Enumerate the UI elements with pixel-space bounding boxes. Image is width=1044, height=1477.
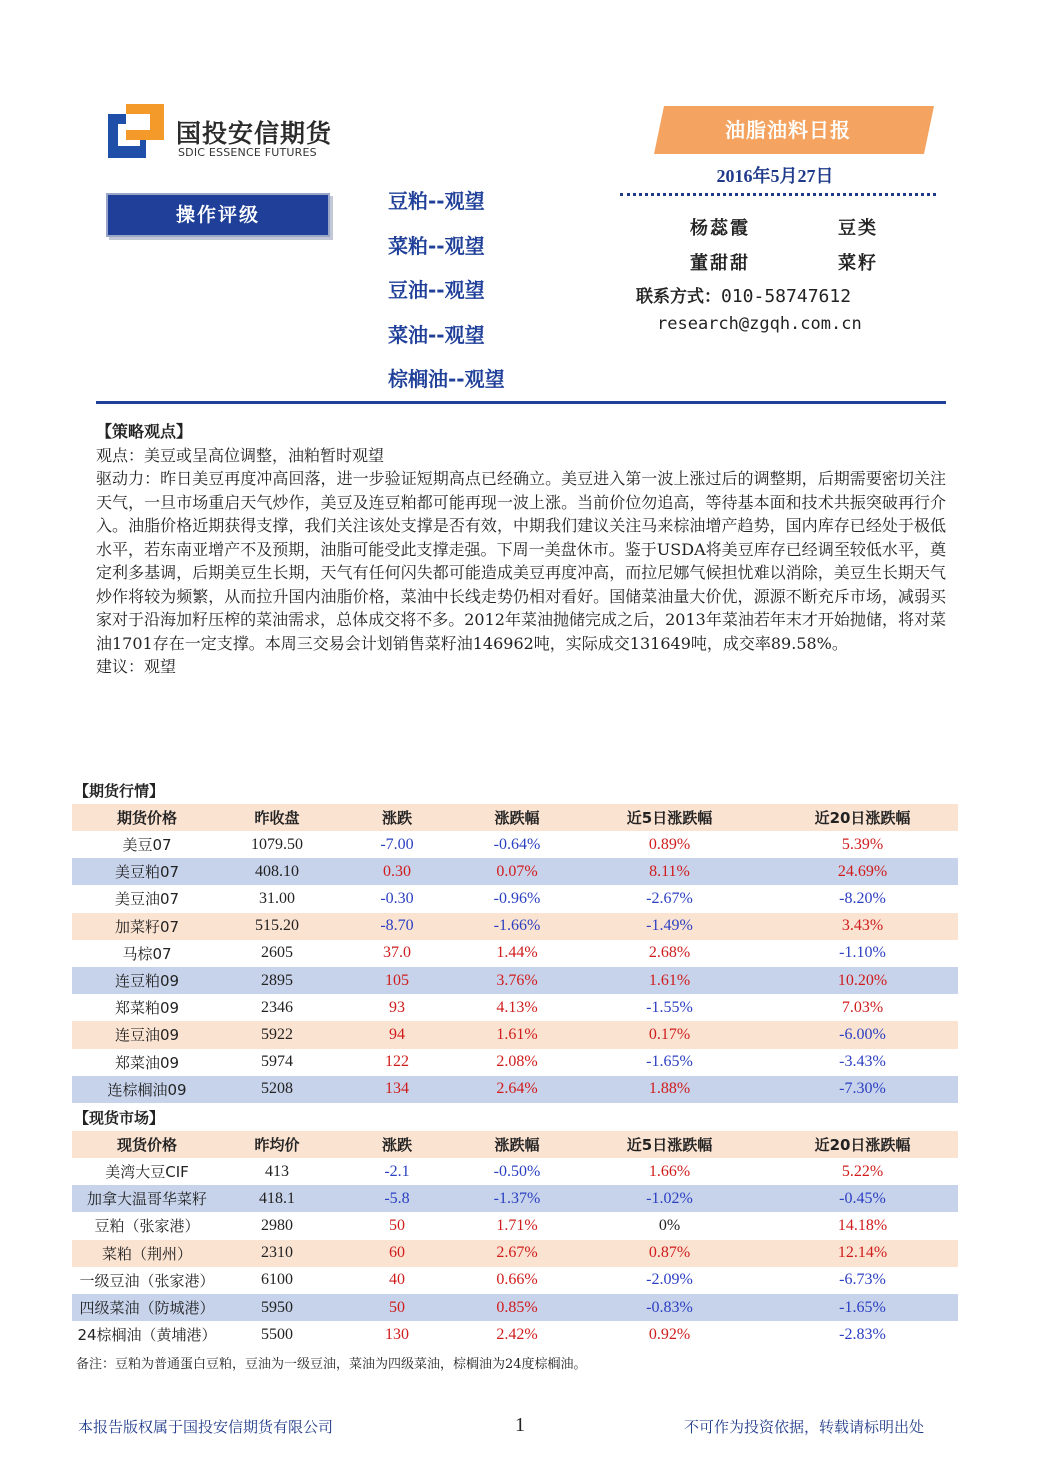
value-cell: 1.66% xyxy=(648,1162,691,1180)
strategy-view: 观点：美豆或呈高位调整，油粕暂时观望 xyxy=(96,445,385,465)
value-cell: 14.18% xyxy=(837,1216,888,1234)
row-name-cell: 一级豆油（张家港） xyxy=(79,1271,215,1290)
spot-title: 【现货市场】 xyxy=(74,1109,165,1127)
table-note: 备注：豆粕为普通蛋白豆粕，豆油为一级豆油，菜油为四级菜油，棕榈油为24度棕榈油。 xyxy=(76,1357,587,1372)
value-cell: 2.67% xyxy=(462,1240,572,1267)
table-row xyxy=(72,1240,958,1267)
value-cell: -1.49% xyxy=(572,913,767,940)
value-cell: 0.30 xyxy=(332,858,462,885)
column-header: 期货价格 xyxy=(72,804,222,831)
value-cell: 5.22% xyxy=(841,1162,884,1180)
company-logo xyxy=(108,104,348,164)
value-cell: 5.39% xyxy=(841,835,884,853)
row-name-cell: 美豆油07 xyxy=(114,890,180,909)
value-cell: -0.50% xyxy=(493,1162,541,1180)
value-cell: -0.96% xyxy=(493,889,541,907)
column-header: 现货价格 xyxy=(72,1131,222,1158)
value-cell: -0.64% xyxy=(493,835,541,853)
rating-item: 菜油--观望 xyxy=(388,322,485,347)
page-number: 1 xyxy=(515,1414,525,1436)
table-row xyxy=(72,994,958,1021)
value-cell: -6.00% xyxy=(767,1021,958,1048)
value-cell: 12.14% xyxy=(767,1240,958,1267)
column-header: 涨跌 xyxy=(332,1131,462,1158)
report-date: 2016年5月27日 xyxy=(716,166,834,186)
value-cell: -0.83% xyxy=(572,1294,767,1321)
contact-line xyxy=(636,282,851,307)
rating-item: 棕榈油--观望 xyxy=(388,367,505,391)
value-cell: 2.08% xyxy=(496,1053,538,1071)
strategy-driver: 驱动力：昨日美豆再度冲高回落，进一步验证短期高点已经确立。美豆进入第一波上涨过后的调整期，后期需要密切关注天气，一旦市场重启天气炒作，美豆及连豆粕都可能再现一波上涨。当前价位勿追高，等待基本面和技术共振突破再行介入。油脂价格近期获得支撑，我们关注该处支撑是否有效，中期我们建议关注马来棕油增产趋势，国内库存已经处于极低水平，若东南亚增产不及预期，油脂可能受此支撑走强。下周一美盘休市。鉴于USDA将美豆库存已经调至较低水平，奠定利多基调，后期美豆生长期，天气有任何闪失都可能造成美豆再度冲高，而拉尼娜气候担忧难以消除，美豆生长期天气炒作将较为频繁，从而拉升国内油脂价格，菜油中长线走势仍相对看好。国储菜油量大价优，源源不断充斥市场，减弱买家对于沿海加籽压榨的菜油需求，总体成交将不多。2012年菜油抛储完成之后，2013年菜油若年末才开始抛储，将对菜油1701存在一定支撑。本周三交易会计划销售菜籽油146962吨，实际成交131649吨，成交率89.58%。 xyxy=(96,469,946,653)
spot-table xyxy=(72,1131,958,1348)
value-cell: 515.20 xyxy=(222,913,332,940)
table-row xyxy=(72,831,958,858)
strategy-section xyxy=(96,420,946,679)
row-name-cell: 加菜籽07 xyxy=(72,913,222,940)
column-header: 涨跌 xyxy=(332,804,462,831)
row-name-cell: 豆粕（张家港） xyxy=(94,1217,200,1236)
table-row xyxy=(72,1076,958,1103)
value-cell: -2.83% xyxy=(839,1325,886,1343)
value-cell: 37.0 xyxy=(383,944,411,962)
header-rule xyxy=(96,401,946,404)
value-cell: -1.65% xyxy=(767,1294,958,1321)
value-cell: -1.66% xyxy=(462,913,572,940)
value-cell: 418.1 xyxy=(222,1185,332,1212)
rating-list xyxy=(388,185,505,408)
value-cell: 5974 xyxy=(261,1053,293,1071)
table-row xyxy=(72,1294,958,1321)
value-cell: 50 xyxy=(389,1216,405,1234)
value-cell: 1.71% xyxy=(496,1216,538,1234)
value-cell: 7.03% xyxy=(841,998,884,1016)
row-name-cell: 郑菜油09 xyxy=(114,1053,180,1072)
column-header: 涨跌幅 xyxy=(462,804,572,831)
value-cell: -5.8 xyxy=(332,1185,462,1212)
column-header: 近20日涨跌幅 xyxy=(767,1131,958,1158)
value-cell: 0.92% xyxy=(648,1325,691,1343)
report-title: 油脂油料日报 xyxy=(725,118,851,142)
author-name: 杨蕊霞 xyxy=(690,218,750,239)
value-cell: 1.88% xyxy=(572,1076,767,1103)
value-cell: 93 xyxy=(389,998,405,1016)
value-cell: 3.76% xyxy=(462,967,572,994)
value-cell: 130 xyxy=(385,1325,409,1343)
row-name-cell: 菜粕（荆州） xyxy=(72,1240,222,1267)
column-header: 昨收盘 xyxy=(222,804,332,831)
column-header: 近5日涨跌幅 xyxy=(572,804,767,831)
row-name-cell: 四级菜油（防城港） xyxy=(72,1294,222,1321)
contact-label: 联系方式： xyxy=(636,287,721,307)
logo-english-name: SDIC ESSENCE FUTURES xyxy=(178,146,317,159)
row-name-cell: 美豆粕07 xyxy=(72,858,222,885)
spot-header-row xyxy=(72,1131,958,1158)
table-row xyxy=(72,858,958,885)
value-cell: 3.43% xyxy=(767,913,958,940)
table-row xyxy=(72,1158,958,1185)
table-row xyxy=(72,1049,958,1076)
footer-disclaimer: 不可作为投资依据，转载请标明出处 xyxy=(684,1418,925,1436)
rating-item: 菜粕--观望 xyxy=(388,233,485,258)
value-cell: 0.17% xyxy=(572,1021,767,1048)
value-cell: 60 xyxy=(332,1240,462,1267)
value-cell: 413 xyxy=(265,1162,289,1180)
value-cell: 408.10 xyxy=(222,858,332,885)
value-cell: -8.70 xyxy=(332,913,462,940)
value-cell: -3.43% xyxy=(839,1053,886,1071)
value-cell: -2.09% xyxy=(646,1271,693,1289)
value-cell: 5922 xyxy=(222,1021,332,1048)
value-cell: 94 xyxy=(332,1021,462,1048)
value-cell: 4.13% xyxy=(496,998,538,1016)
row-name-cell: 24棕榈油（黄埔港） xyxy=(77,1326,217,1345)
value-cell: 2895 xyxy=(222,967,332,994)
table-row xyxy=(72,1212,958,1239)
value-cell: 105 xyxy=(332,967,462,994)
value-cell: 2346 xyxy=(261,998,293,1016)
logo-chinese-name: 国投安信期货 xyxy=(176,119,333,148)
value-cell: -2.67% xyxy=(646,889,693,907)
row-name-cell: 郑菜粕09 xyxy=(114,999,180,1018)
row-name-cell: 美湾大豆CIF xyxy=(105,1163,189,1182)
row-name-cell: 连豆粕09 xyxy=(72,967,222,994)
strategy-advice: 建议：观望 xyxy=(96,657,177,676)
value-cell: 2980 xyxy=(261,1216,293,1234)
value-cell: 2605 xyxy=(261,944,293,962)
rating-item: 豆油--观望 xyxy=(388,278,485,302)
contact-phone: 010-58747612 xyxy=(721,286,852,307)
contact-email[interactable]: research@zgqh.com.cn xyxy=(657,314,862,334)
footer-copyright: 本报告版权属于国投安信期货有限公司 xyxy=(78,1418,334,1436)
value-cell: 5500 xyxy=(261,1325,293,1343)
value-cell: 5208 xyxy=(222,1076,332,1103)
value-cell: 31.00 xyxy=(259,889,295,907)
value-cell: 40 xyxy=(389,1271,405,1289)
value-cell: 0.85% xyxy=(462,1294,572,1321)
author-field: 豆类 xyxy=(838,218,878,239)
value-cell: -6.73% xyxy=(839,1271,886,1289)
value-cell: 8.11% xyxy=(572,858,767,885)
column-header: 近5日涨跌幅 xyxy=(572,1131,767,1158)
value-cell: 134 xyxy=(332,1076,462,1103)
value-cell: 6100 xyxy=(261,1271,293,1289)
rating-label-box: 操作评级 xyxy=(106,193,330,237)
value-cell: 50 xyxy=(332,1294,462,1321)
value-cell: 122 xyxy=(385,1053,409,1071)
value-cell: -1.10% xyxy=(839,944,886,962)
value-cell: -1.02% xyxy=(572,1185,767,1212)
value-cell: 1.61% xyxy=(462,1021,572,1048)
value-cell: 5950 xyxy=(222,1294,332,1321)
futures-title: 【期货行情】 xyxy=(74,782,165,800)
table-row xyxy=(72,967,958,994)
value-cell: 1.61% xyxy=(572,967,767,994)
value-cell: 2.64% xyxy=(462,1076,572,1103)
column-header: 昨均价 xyxy=(222,1131,332,1158)
rating-item: 豆粕--观望 xyxy=(388,189,485,213)
row-name-cell: 美豆07 xyxy=(122,836,172,855)
value-cell: -2.1 xyxy=(384,1162,410,1180)
table-row xyxy=(72,1021,958,1048)
value-cell: 2310 xyxy=(222,1240,332,1267)
value-cell: -7.30% xyxy=(767,1076,958,1103)
column-header: 近20日涨跌幅 xyxy=(767,804,958,831)
value-cell: 2.68% xyxy=(648,944,691,962)
table-row xyxy=(72,913,958,940)
table-row xyxy=(72,1185,958,1212)
value-cell: 24.69% xyxy=(767,858,958,885)
value-cell: 0.07% xyxy=(462,858,572,885)
table-row xyxy=(72,940,958,967)
row-name-cell: 加拿大温哥华菜籽 xyxy=(72,1185,222,1212)
value-cell: 10.20% xyxy=(767,967,958,994)
value-cell: 2.42% xyxy=(496,1325,538,1343)
value-cell: -1.65% xyxy=(646,1053,693,1071)
value-cell: 0.66% xyxy=(496,1271,538,1289)
strategy-heading: 【策略观点】 xyxy=(96,422,193,441)
futures-header-row xyxy=(72,804,958,831)
value-cell: -1.37% xyxy=(462,1185,572,1212)
value-cell: -0.45% xyxy=(767,1185,958,1212)
row-name-cell: 连棕榈油09 xyxy=(72,1076,222,1103)
table-row xyxy=(72,885,958,912)
value-cell: 0.87% xyxy=(572,1240,767,1267)
column-header: 涨跌幅 xyxy=(462,1131,572,1158)
value-cell: -7.00 xyxy=(380,835,414,853)
table-row xyxy=(72,1321,958,1348)
value-cell: -8.20% xyxy=(839,889,886,907)
dotted-divider xyxy=(620,193,936,196)
value-cell: 1079.50 xyxy=(251,835,303,853)
value-cell: 0% xyxy=(658,1216,681,1234)
row-name-cell: 连豆油09 xyxy=(72,1021,222,1048)
value-cell: -0.30 xyxy=(380,889,414,907)
row-name-cell: 马棕07 xyxy=(122,944,172,963)
value-cell: -1.55% xyxy=(646,998,693,1016)
value-cell: 0.89% xyxy=(648,835,691,853)
report-title-banner xyxy=(654,106,934,154)
author-name: 董甜甜 xyxy=(690,253,750,274)
value-cell: 1.44% xyxy=(496,944,538,962)
logo-mark-icon xyxy=(108,104,164,158)
futures-table xyxy=(72,804,958,1103)
table-row xyxy=(72,1267,958,1294)
author-field: 菜籽 xyxy=(838,253,878,274)
